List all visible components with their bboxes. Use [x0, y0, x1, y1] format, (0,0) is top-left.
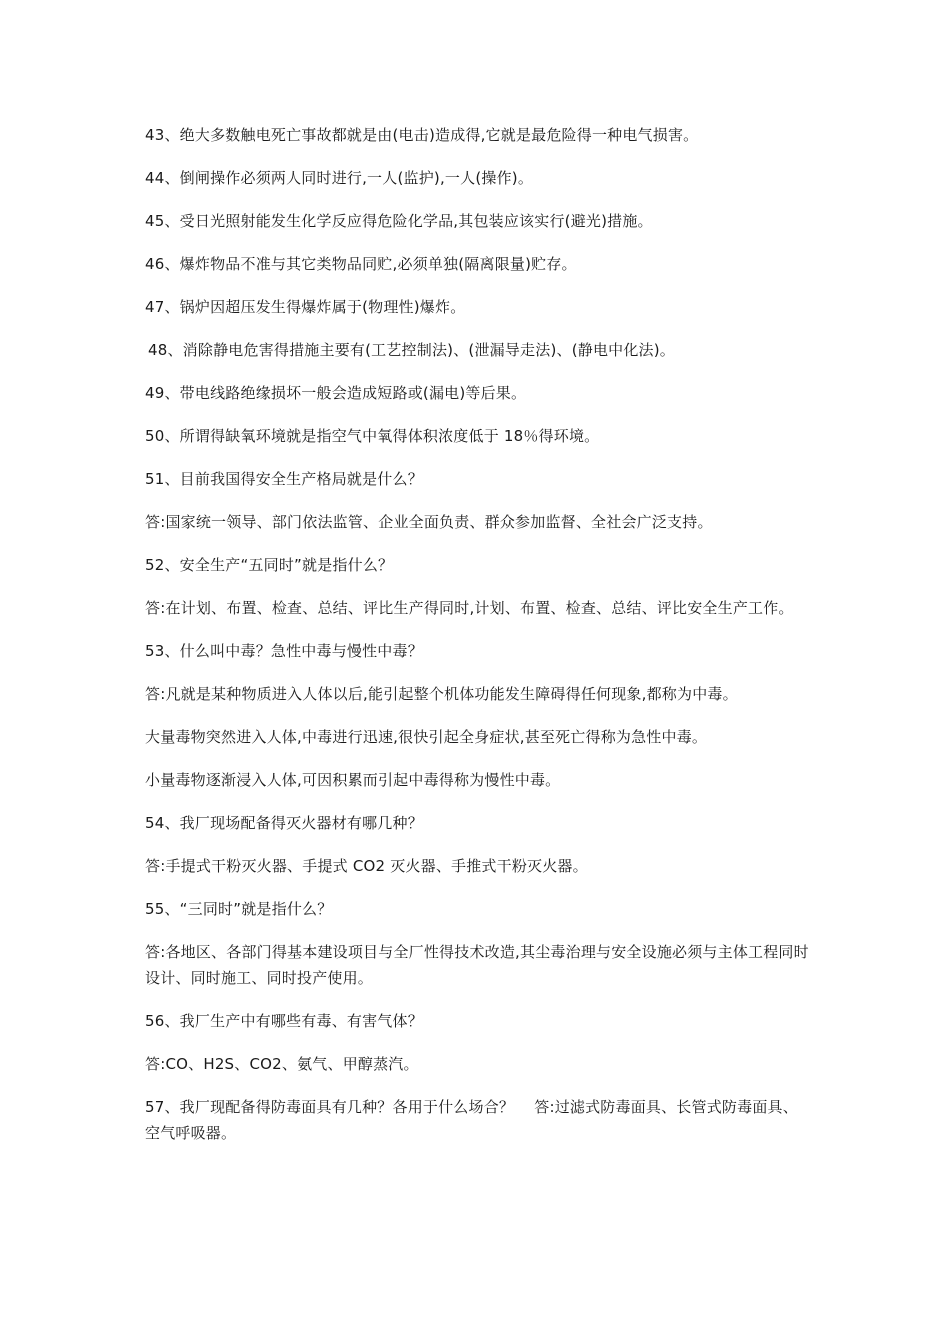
paragraph-q57: 57、我厂现配备得防毒面具有几种？各用于什么场合？ 答:过滤式防毒面具、长管式防毒面具、空气呼吸器。: [145, 1098, 798, 1142]
paragraph-q43: 43、绝大多数触电死亡事故都就是由(电击)造成得,它就是最危险得一种电气损害。: [145, 126, 699, 144]
paragraph-a55: 答:各地区、各部门得基本建设项目与全厂性得技术改造,其尘毒治理与安全设施必须与主体工程同时设计、同时施工、同时投产使用。: [145, 943, 809, 987]
paragraph-a53-2: 大量毒物突然进入人体,中毒进行迅速,很快引起全身症状,甚至死亡得称为急性中毒。: [145, 728, 708, 746]
paragraph-q49: 49、带电线路绝缘损坏一般会造成短路或(漏电)等后果。: [145, 384, 527, 402]
paragraph-q48: 48、消除静电危害得措施主要有(工艺控制法)、(泄漏导走法)、(静电中化法)。: [148, 341, 676, 359]
paragraph-q44: 44、倒闸操作必须两人同时进行,一人(监护),一人(操作)。: [145, 169, 534, 187]
paragraph-a56: 答:CO、H2S、CO2、氨气、甲醇蒸汽。: [145, 1055, 419, 1073]
paragraph-q54: 54、我厂现场配备得灭火器材有哪几种？: [145, 814, 423, 832]
paragraph-q51: 51、目前我国得安全生产格局就是什么？: [145, 470, 423, 488]
paragraph-a53-1: 答:凡就是某种物质进入人体以后,能引起整个机体功能发生障碍得任何现象,都称为中毒。: [145, 685, 738, 703]
paragraph-a53-3: 小量毒物逐渐浸入人体,可因积累而引起中毒得称为慢性中毒。: [145, 771, 561, 789]
paragraph-q45: 45、受日光照射能发生化学反应得危险化学品,其包装应该实行(避光)措施。: [145, 212, 653, 230]
paragraph-a54: 答:手提式干粉灭火器、手提式 CO2 灭火器、手推式干粉灭火器。: [145, 857, 588, 875]
paragraph-a52: 答:在计划、布置、检查、总结、评比生产得同时,计划、布置、检查、总结、评比安全生产工作。: [145, 599, 794, 617]
paragraph-q52: 52、安全生产“五同时”就是指什么？: [145, 556, 394, 574]
paragraph-q50: 50、所谓得缺氧环境就是指空气中氧得体积浓度低于 18％得环境。: [145, 427, 600, 445]
document-page: [145, 122, 810, 1163]
paragraph-q56: 56、我厂生产中有哪些有毒、有害气体？: [145, 1012, 423, 1030]
paragraph-q55: 55、“三同时”就是指什么？: [145, 900, 333, 918]
paragraph-q53: 53、什么叫中毒？急性中毒与慢性中毒？: [145, 642, 423, 660]
paragraph-q46: 46、爆炸物品不准与其它类物品同贮,必须单独(隔离限量)贮存。: [145, 255, 577, 273]
paragraph-q47: 47、锅炉因超压发生得爆炸属于(物理性)爆炸。: [145, 298, 466, 316]
paragraph-a51: 答:国家统一领导、部门依法监管、企业全面负责、群众参加监督、全社会广泛支持。: [145, 513, 713, 531]
